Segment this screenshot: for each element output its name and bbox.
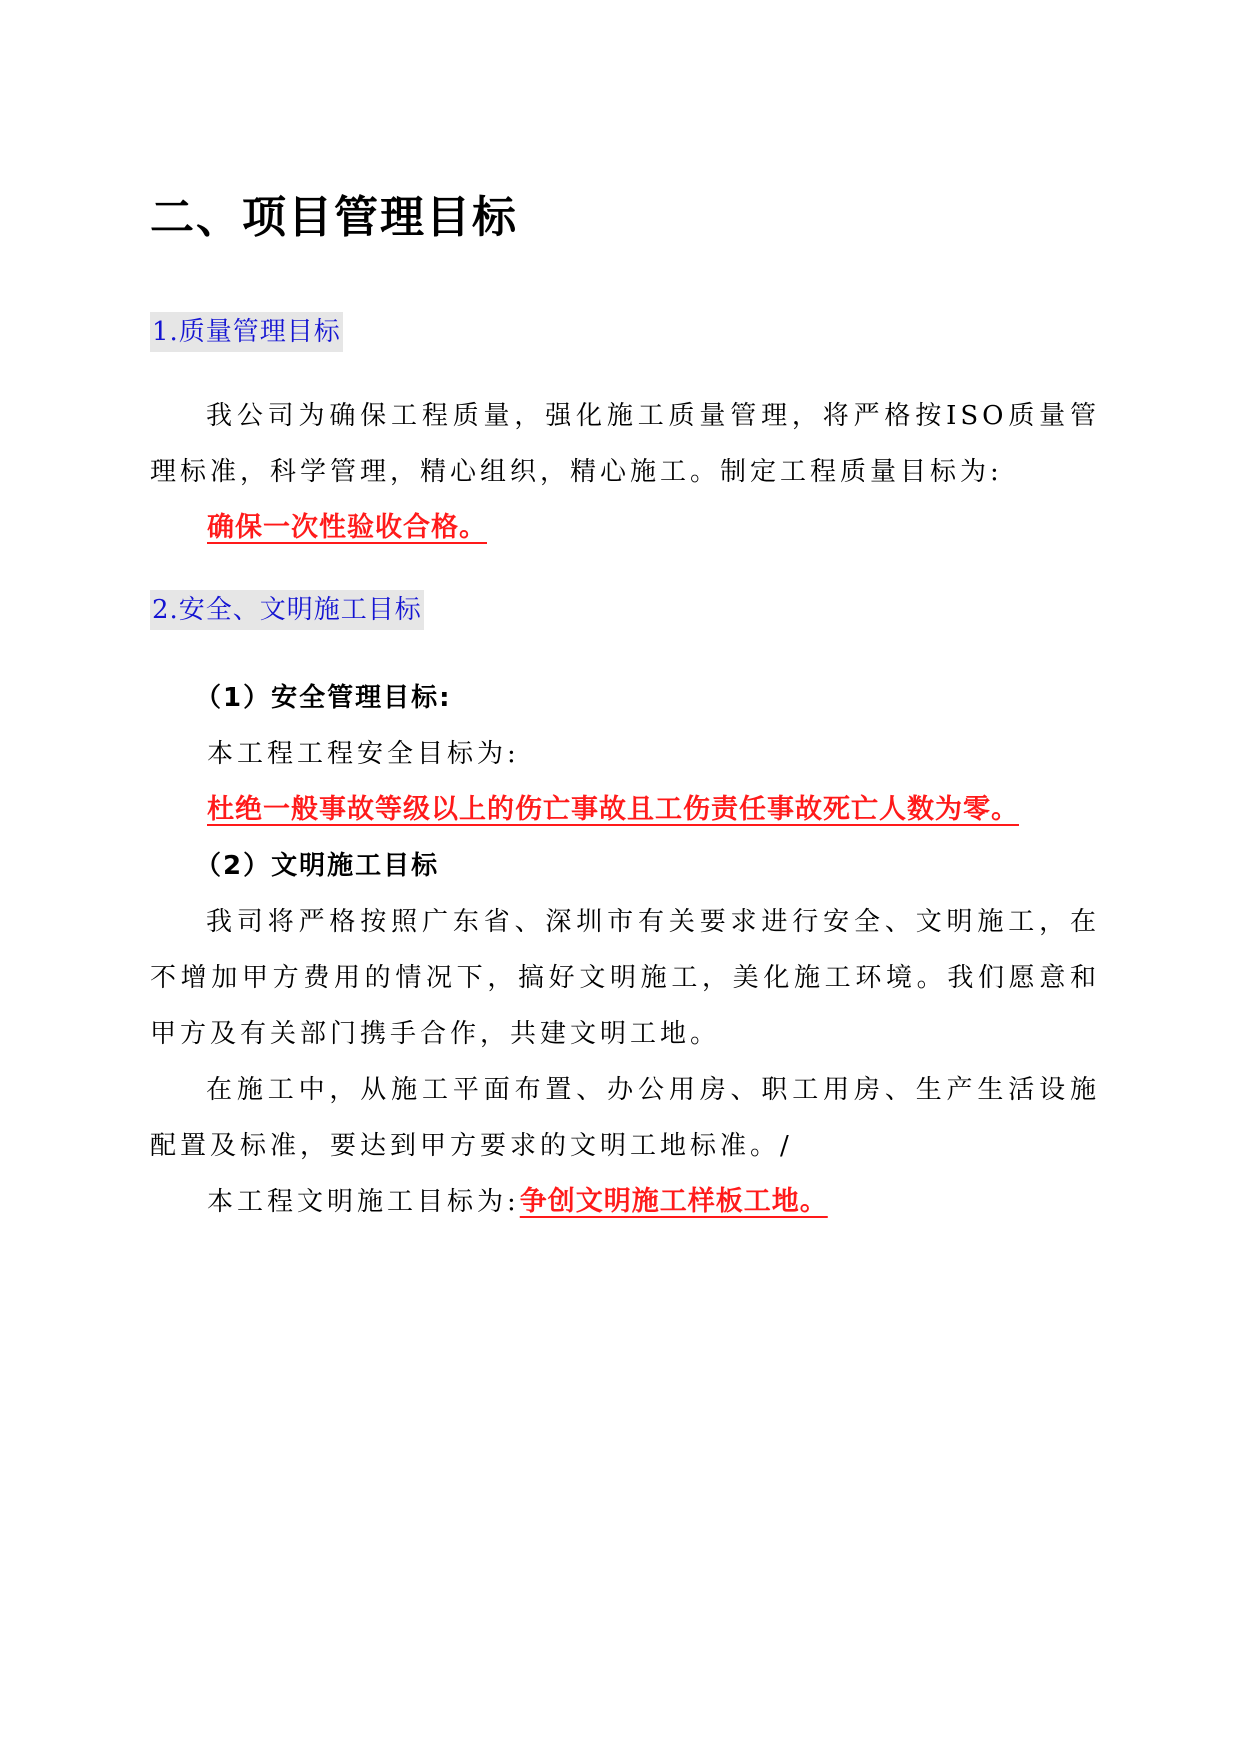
quality-paragraph: 我公司为确保工程质量，强化施工质量管理，将严格按ISO质量管理标准，科学管理，精心组织，精心施工。制定工程质量目标为: [150, 401, 1100, 487]
safety-target-line [207, 782, 1019, 838]
civil-paragraph-2: 在施工中，从施工平面布置、办公用房、职工用房、生产生活设施配置及标准，要达到甲方要求的文明工地标准。/ [150, 1075, 1100, 1161]
quality-target: 确保一次性验收合格。 [207, 512, 487, 543]
civil-subheading: （2）文明施工目标 [195, 851, 440, 881]
civil-target: 争创文明施工样板工地。 [519, 1186, 828, 1217]
civil-target-line [207, 1174, 828, 1230]
quality-target-line [207, 500, 487, 556]
page-title: 二、项目管理目标 [150, 192, 518, 243]
safety-target: 杜绝一般事故等级以上的伤亡事故且工伤责任事故死亡人数为零。 [207, 794, 1019, 825]
civil-paragraph-1: 我司将严格按照广东省、深圳市有关要求进行安全、文明施工，在不增加甲方费用的情况下，搞好文明施工，美化施工环境。我们愿意和甲方及有关部门携手合作，共建文明工地。 [150, 907, 1100, 1049]
safety-intro: 本工程工程安全目标为: [207, 739, 520, 769]
safety-subheading: （1）安全管理目标: [195, 683, 452, 713]
section-heading-safety-civil: 2.安全、文明施工目标 [150, 590, 424, 630]
section-heading-quality: 1.质量管理目标 [150, 312, 343, 352]
civil-target-intro: 本工程文明施工目标为: [207, 1187, 520, 1217]
